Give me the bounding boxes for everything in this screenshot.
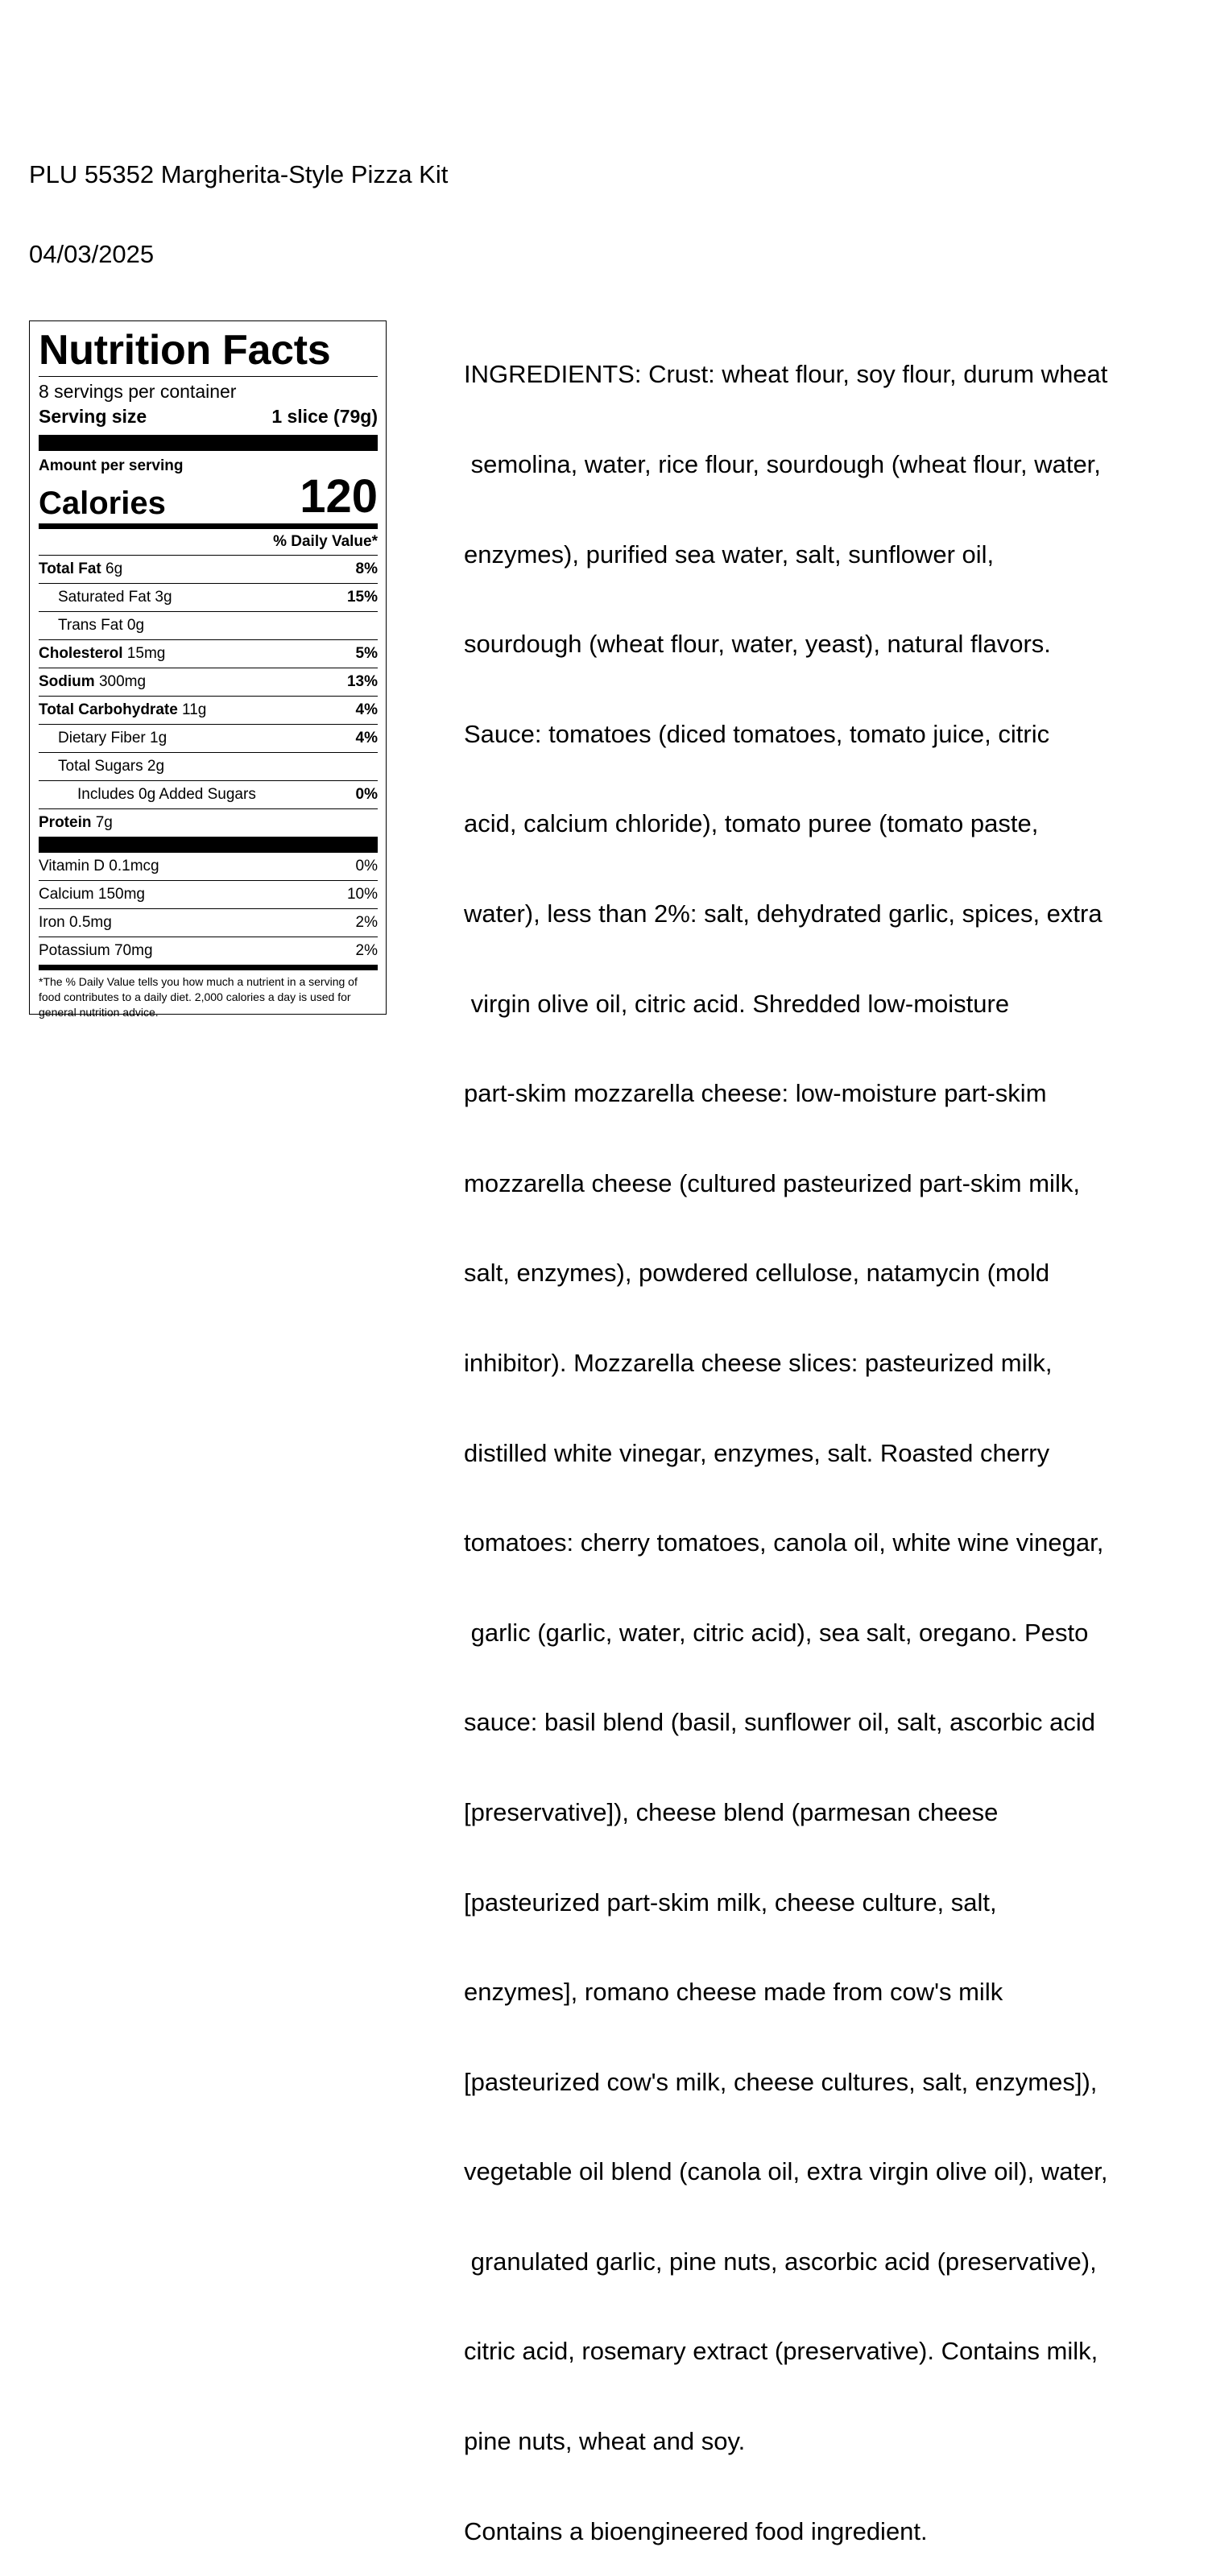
serving-size-label: Serving size	[39, 406, 147, 427]
nutrient-name: Saturated Fat 3g	[58, 589, 172, 606]
ingredients-line: [pasteurized part-skim milk, cheese culture, salt,	[464, 1888, 997, 1916]
thick-divider	[39, 435, 378, 451]
ingredients-line: semolina, water, rice flour, sourdough (wheat flour, water,	[464, 450, 1101, 478]
thick-divider	[39, 837, 378, 853]
ingredients-line: vegetable oil blend (canola oil, extra virgin olive oil), water,	[464, 2157, 1108, 2186]
medium-divider	[39, 965, 378, 970]
nutrient-row-saturated-fat	[39, 583, 378, 611]
nutrient-name: Total Carbohydrate	[39, 701, 178, 718]
nutrient-name: Protein	[39, 814, 92, 831]
ingredients-line: sauce: basil blend (basil, sunflower oil, salt, ascorbic acid	[464, 1708, 1095, 1737]
ingredients-line: acid, calcium chloride), tomato puree (tomato paste,	[464, 809, 1039, 838]
nutrient-dv: 4%	[355, 701, 378, 718]
nutrient-row-added-sugars	[39, 780, 378, 808]
vitamin-row-iron	[39, 908, 378, 937]
nutrient-name: Dietary Fiber 1g	[58, 730, 168, 746]
nutrient-dv: 15%	[346, 589, 378, 606]
nutrient-amount: 7g	[91, 814, 113, 831]
nutrient-row-trans-fat	[39, 611, 378, 639]
calories-value: 120	[300, 470, 378, 523]
serving-size-value: 1 slice (79g)	[271, 406, 378, 427]
ingredients-line: virgin olive oil, citric acid. Shredded low-moisture	[464, 989, 1010, 1018]
nutrient-row-protein	[39, 808, 378, 837]
vitamin-name: Potassium 70mg	[39, 942, 153, 959]
nutrition-facts-title: Nutrition Facts	[39, 327, 331, 374]
vitamin-dv: 10%	[346, 886, 378, 903]
ingredients-line: granulated garlic, pine nuts, ascorbic acid (preservative),	[464, 2247, 1097, 2276]
nutrient-row-sodium	[39, 668, 378, 696]
nutrition-facts-panel	[29, 320, 387, 1019]
nutrient-amount: 6g	[101, 560, 123, 577]
ingredients-line: [preservative]), cheese blend (parmesan cheese	[464, 1797, 999, 1826]
ingredients-line: pine nuts, wheat and soy.	[464, 2427, 746, 2456]
ingredients-line: garlic (garlic, water, citric acid), sea salt, oregano. Pesto	[464, 1618, 1089, 1647]
nutrient-dv: 8%	[355, 560, 378, 577]
nutrient-name: Total Sugars 2g	[58, 758, 165, 775]
medium-divider	[39, 523, 378, 529]
nutrient-dv: 0%	[355, 786, 378, 803]
ingredients-line: distilled white vinegar, enzymes, salt. Roasted cherry	[464, 1438, 1050, 1467]
daily-value-header: % Daily Value*	[273, 533, 378, 550]
calories-row	[39, 470, 378, 523]
nutrient-name: Sodium	[39, 673, 95, 690]
ingredients-line: salt, enzymes), powdered cellulose, natamycin (mold	[464, 1259, 1050, 1288]
ingredients-line: enzymes), purified sea water, salt, sunflower oil,	[464, 540, 995, 569]
nutrient-row-dietary-fiber	[39, 724, 378, 752]
ingredients-line: enzymes], romano cheese made from cow's milk	[464, 1978, 1003, 2007]
ingredients-line: citric acid, rosemary extract (preservative). Contains milk,	[464, 2337, 1098, 2366]
divider	[39, 376, 378, 377]
ingredients-line: Contains a bioengineered food ingredient.	[464, 2516, 928, 2545]
vitamin-row-vitamin-d	[39, 853, 378, 880]
nutrient-name: Includes 0g Added Sugars	[77, 786, 256, 803]
vitamin-dv: 2%	[355, 942, 378, 959]
nutrient-row-total-sugars	[39, 752, 378, 780]
nutrient-amount: 300mg	[94, 673, 147, 690]
nutrient-dv: 13%	[346, 673, 378, 690]
nutrient-name: Total Fat	[39, 560, 101, 577]
vitamin-name: Calcium 150mg	[39, 886, 145, 903]
vitamin-name: Iron 0.5mg	[39, 914, 112, 931]
vitamin-row-calcium	[39, 880, 378, 908]
nutrient-dv: 4%	[355, 730, 378, 746]
nutrient-name: Trans Fat 0g	[58, 617, 145, 634]
nutrient-row-total-carbohydrate	[39, 696, 378, 724]
ingredients-line: water), less than 2%: salt, dehydrated garlic, spices, extra	[464, 899, 1103, 928]
calories-label: Calories	[39, 486, 166, 521]
servings-per-container: 8 servings per container	[39, 381, 237, 402]
nutrient-row-cholesterol	[39, 639, 378, 668]
ingredients-line: tomatoes: cherry tomatoes, canola oil, white wine vinegar,	[464, 1528, 1104, 1557]
nutrient-row-total-fat	[39, 555, 378, 583]
vitamin-name: Vitamin D 0.1mcg	[39, 858, 159, 875]
ingredients-line: INGREDIENTS: Crust: wheat flour, soy flour, durum wheat	[464, 360, 1108, 389]
daily-value-footnote: *The % Daily Value tells you how much a nutrient in a serving of food contributes to a daily diet. 2,000 calories a day is used for general nutrition advice.	[39, 975, 358, 1019]
nutrient-name: Cholesterol	[39, 645, 123, 662]
nutrient-dv: 5%	[355, 645, 378, 662]
serving-size-row	[39, 404, 378, 428]
ingredients-text	[464, 300, 1173, 2576]
ingredients-line: inhibitor). Mozzarella cheese slices: pasteurized milk,	[464, 1348, 1053, 1377]
amount-per-serving: Amount per serving	[39, 457, 184, 474]
ingredients-line: Sauce: tomatoes (diced tomatoes, tomato juice, citric	[464, 719, 1050, 748]
ingredients-line: mozzarella cheese (cultured pasteurized part-skim milk,	[464, 1168, 1080, 1197]
ingredients-line: sourdough (wheat flour, water, yeast), natural flavors.	[464, 630, 1051, 659]
vitamin-row-potassium	[39, 937, 378, 965]
ingredients-line: part-skim mozzarella cheese: low-moisture part-skim	[464, 1079, 1047, 1108]
label-date: 04/03/2025	[29, 240, 155, 268]
nutrient-amount: 11g	[177, 701, 207, 718]
vitamin-dv: 2%	[355, 914, 378, 931]
ingredients-line: [pasteurized cow's milk, cheese cultures, salt, enzymes]),	[464, 2067, 1098, 2096]
product-title: PLU 55352 Margherita-Style Pizza Kit	[29, 160, 449, 188]
vitamin-dv: 0%	[355, 858, 378, 875]
nutrient-amount: 15mg	[122, 645, 166, 662]
